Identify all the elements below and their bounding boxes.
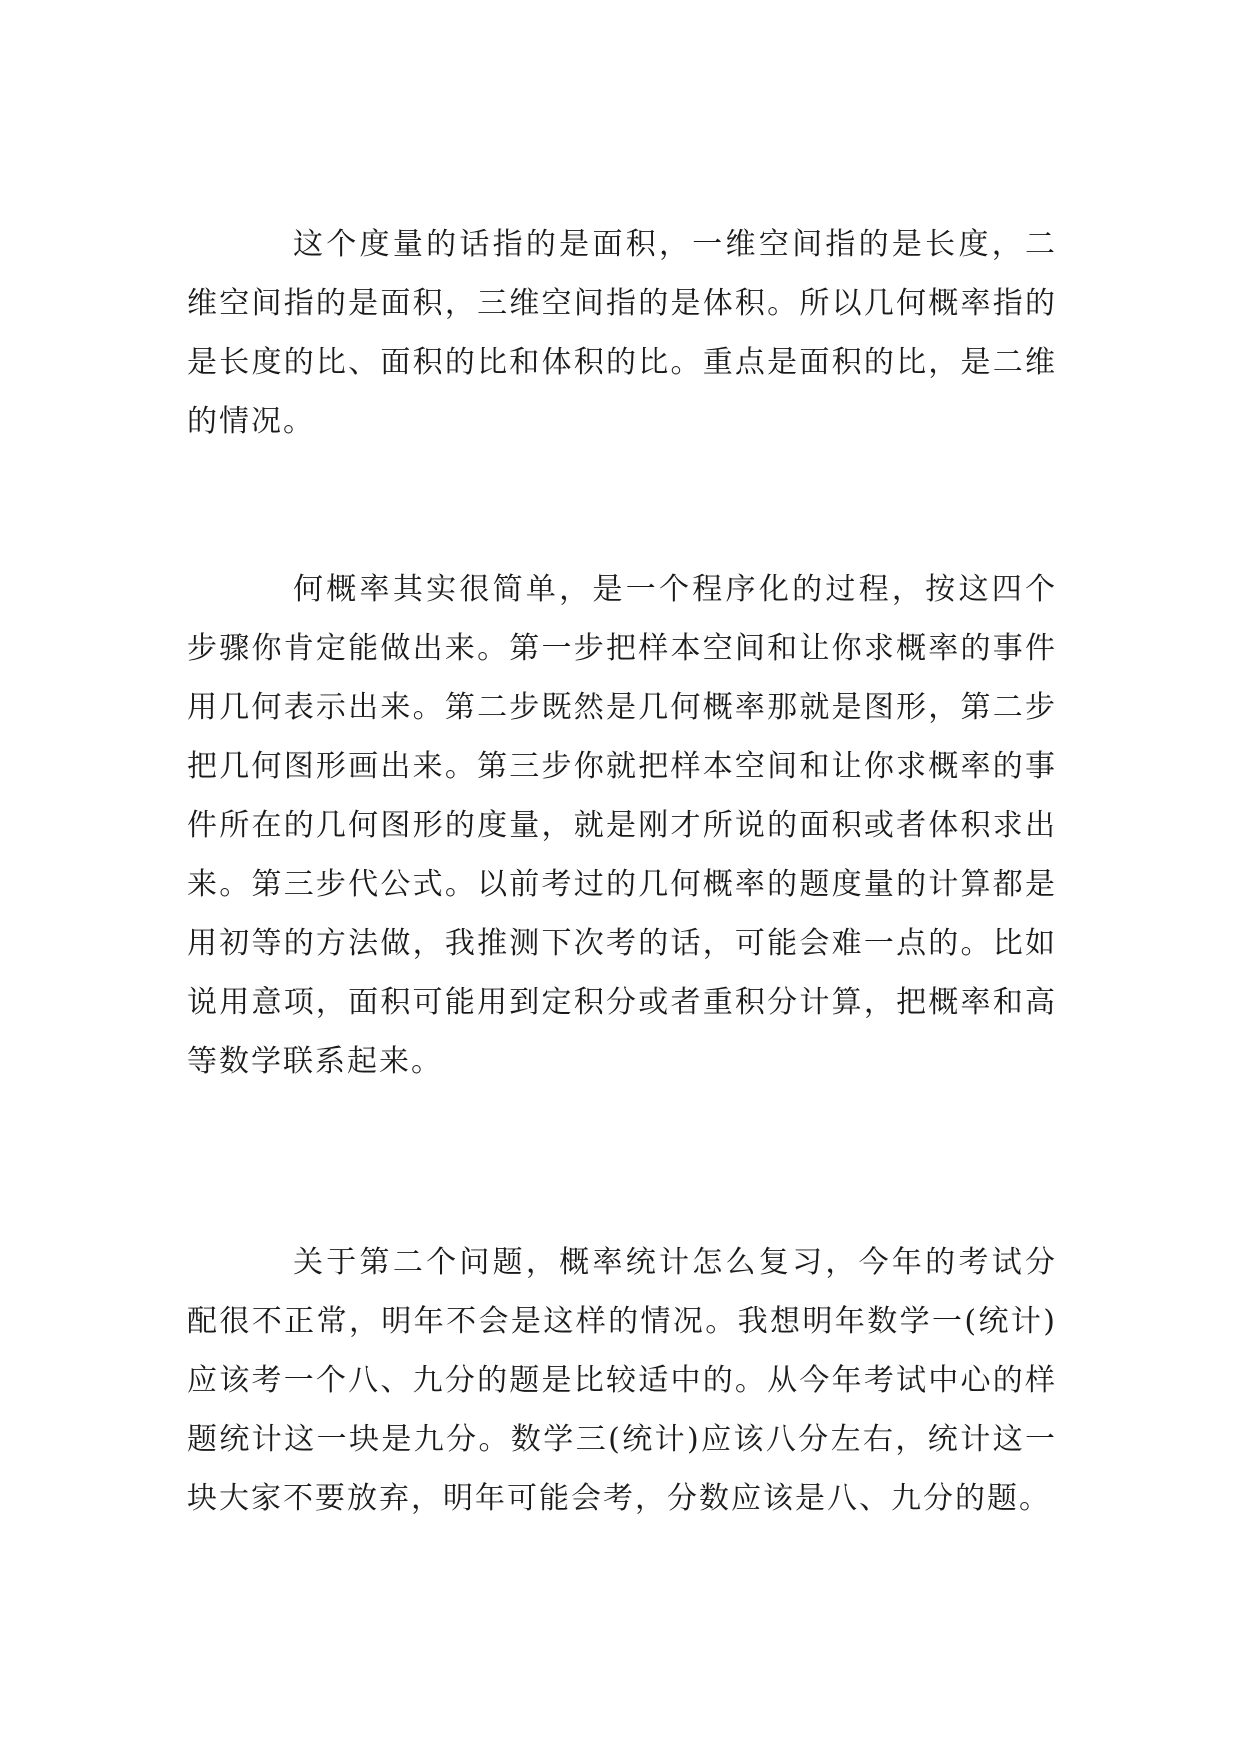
paragraph-geometric-probability-steps: 何概率其实很简单，是一个程序化的过程，按这四个步骤你肯定能做出来。第一步把样本空间和让你求概率的事件用几何表示出来。第二步既然是几何概率那就是图形，第二步把几何图形画出来。第三步你就把样本空间和让你求概率的事件所在的几何图形的度量，就是刚才所说的面积或者体积求出来。第三步代公式。以前考过的几何概率的题度量的计算都是用初等的方法做，我推测下次考的话，可能会难一点的。比如说用意项，面积可能用到定积分或者重积分计算，把概率和高等数学联系起来。 [187,572,1057,1079]
paragraph-geometric-measure: 这个度量的话指的是面积，一维空间指的是长度，二维空间指的是面积，三维空间指的是体积。所以几何概率指的是长度的比、面积的比和体积的比。重点是面积的比，是二维的情况。 [187,227,1057,439]
paragraph-statistics-review: 关于第二个问题，概率统计怎么复习，今年的考试分配很不正常，明年不会是这样的情况。我想明年数学一(统计)应该考一个八、九分的题是比较适中的。从今年考试中心的样题统计这一块是九分。数学三(统计)应该八分左右，统计这一块大家不要放弃，明年可能会考，分数应该是八、九分的题。 [187,1245,1057,1516]
